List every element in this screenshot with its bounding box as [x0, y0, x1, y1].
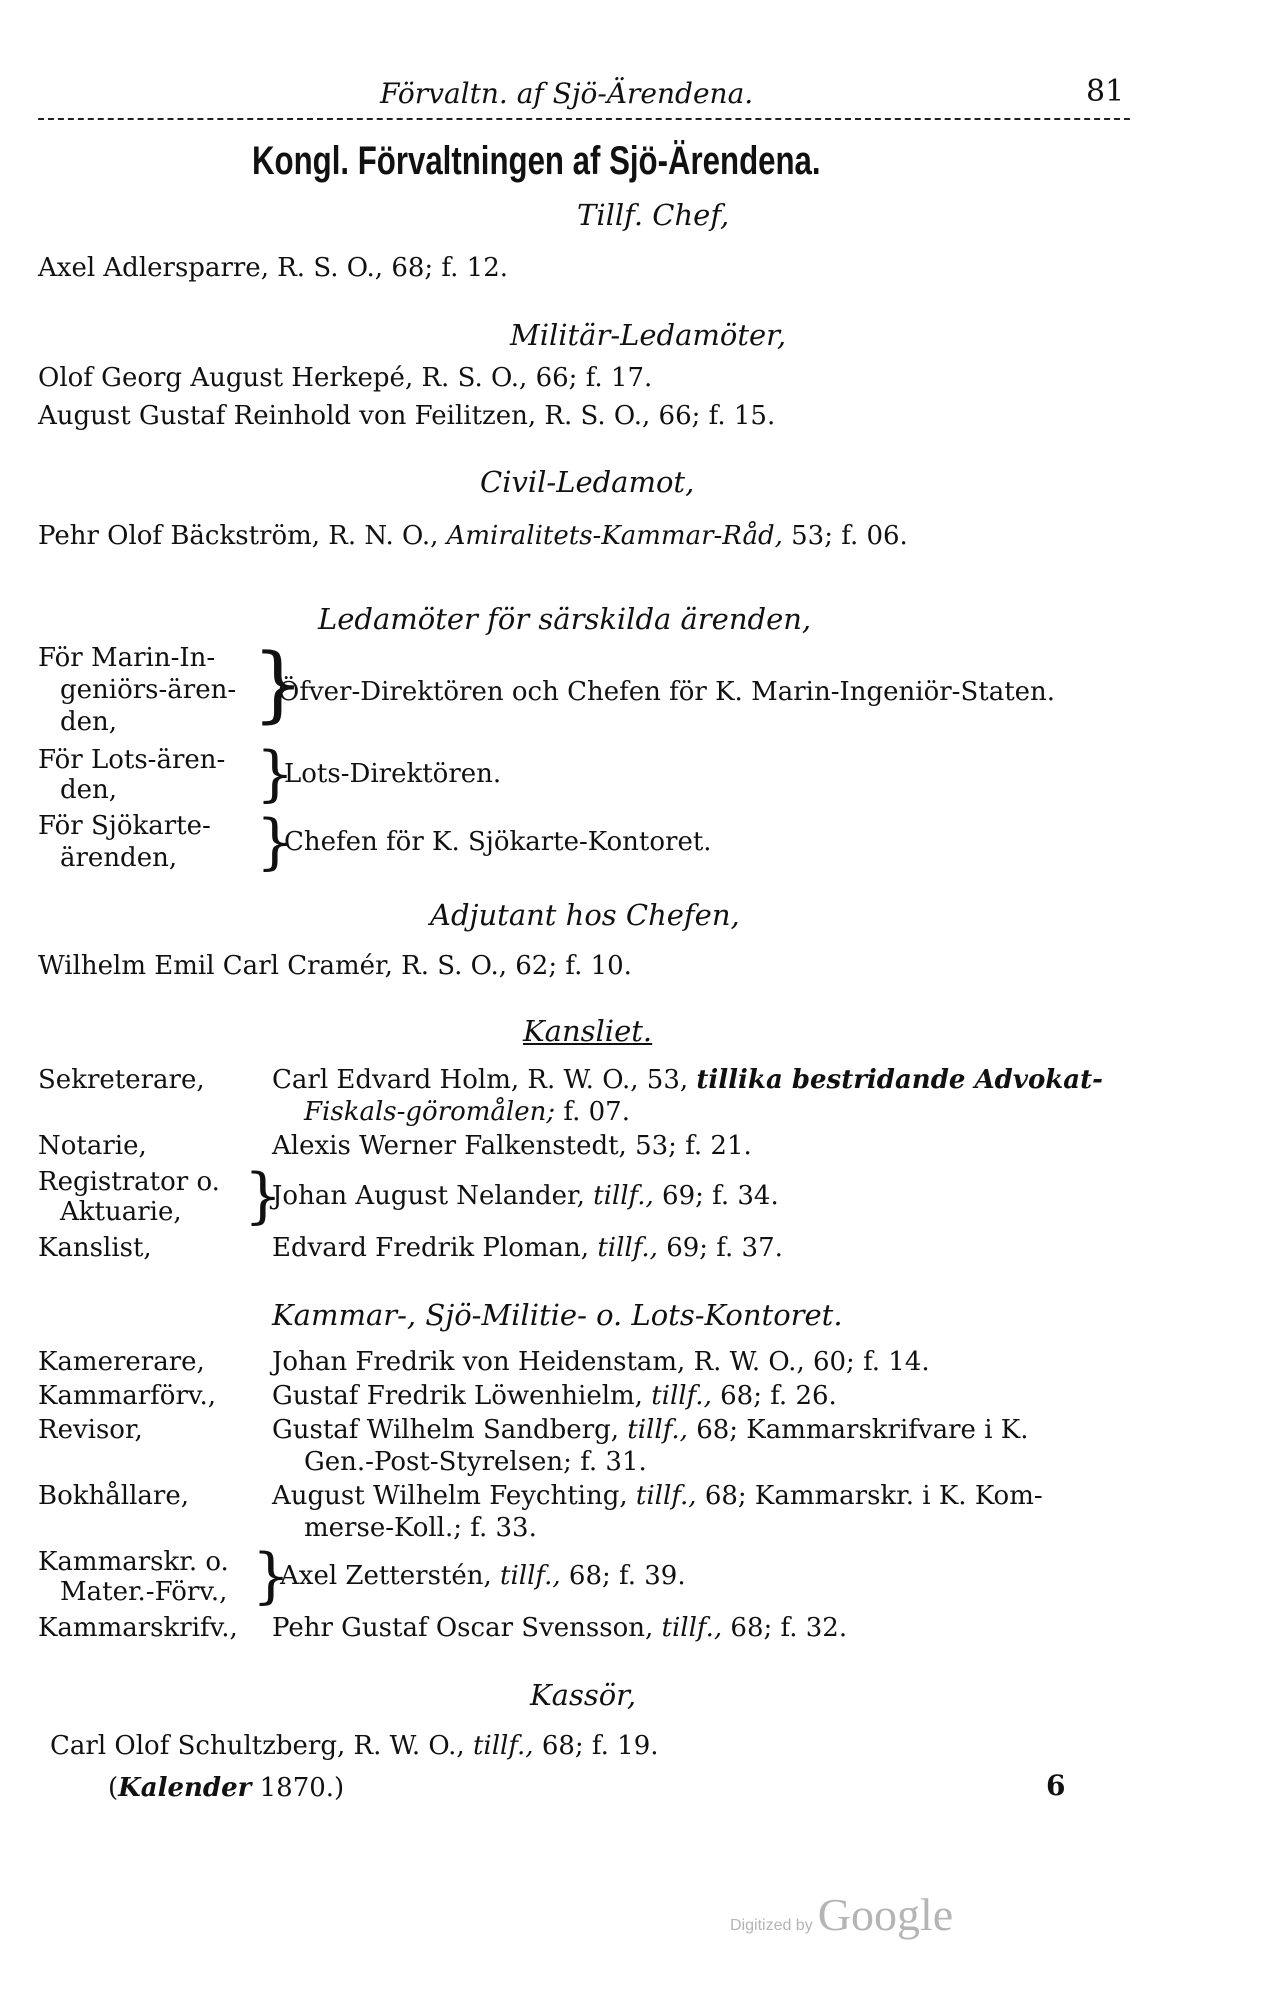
digitized-text: Digitized by	[730, 1917, 813, 1934]
kammar-role-3: Revisor,	[38, 1415, 143, 1445]
civil-name: Pehr Olof Bäckström, R. N. O.,	[38, 521, 439, 551]
sarskilda-label-2b: den,	[60, 775, 118, 805]
brace-4: }	[244, 1161, 283, 1231]
kammar-entry-1: Johan Fredrik von Heidenstam, R. W. O., 60; f. 14.	[272, 1347, 930, 1377]
kammar-role-4: Bokhållare,	[38, 1481, 189, 1511]
kansliet-entry-2: Alexis Werner Falkenstedt, 53; f. 21.	[272, 1131, 752, 1161]
kansliet-heading: Kansliet.	[523, 1014, 653, 1048]
militar-heading: Militär-Ledamöter,	[510, 318, 787, 352]
kassor-tillf: tillf.,	[472, 1731, 534, 1761]
kammar-post-6: 68; f. 32.	[730, 1613, 848, 1643]
chef-heading: Tillf. Chef,	[577, 198, 730, 232]
brace-1: }	[252, 637, 305, 732]
kammar-name-4: August Wilhelm Feychting,	[272, 1481, 628, 1511]
page-number: 81	[1086, 74, 1125, 109]
kammar-entry-4	[272, 1480, 1043, 1512]
kassor-name: Carl Olof Schultzberg, R. W. O.,	[50, 1731, 465, 1761]
kammar-role-1: Kamererare,	[38, 1347, 205, 1377]
kammar-entry-3	[272, 1414, 1028, 1446]
brace-3: }	[256, 807, 295, 877]
footer-kalender-word: Kalender	[118, 1773, 252, 1803]
google-logo: Google	[817, 1889, 954, 1940]
sarskilda-heading: Ledamöter för särskilda ärenden,	[318, 602, 812, 636]
kansliet-role-2: Notarie,	[38, 1131, 147, 1161]
kammar-name-3: Gustaf Wilhelm Sandberg,	[272, 1415, 620, 1445]
militar-entry-1: Olof Georg August Herkepé, R. S. O., 66; f. 17.	[38, 363, 653, 393]
kansliet-extra-1: tillika bestridande Advokat-	[696, 1065, 1103, 1095]
kansliet-tillf-3: tillf.,	[593, 1181, 654, 1211]
brace-2: }	[256, 739, 295, 809]
footer-year: 1870.)	[259, 1773, 345, 1803]
civil-heading: Civil-Ledamot,	[480, 465, 695, 499]
digitized-by-watermark	[730, 1888, 953, 1941]
kammar-tillf-6: tillf.,	[661, 1613, 723, 1643]
kammar-post-5: 68; f. 39.	[568, 1561, 686, 1591]
kansliet-role-3b: Aktuarie,	[60, 1197, 182, 1227]
adjutant-entry: Wilhelm Emil Carl Cramér, R. S. O., 62; f. 10.	[38, 951, 632, 981]
kassor-heading: Kassör,	[530, 1678, 637, 1712]
page-title: Kongl. Förvaltningen af Sjö-Ärendena.	[252, 139, 821, 183]
kansliet-role-4: Kanslist,	[38, 1233, 152, 1263]
kammar-name-6: Pehr Gustaf Oscar Svensson,	[272, 1613, 654, 1643]
kassor-post: 68; f. 19.	[541, 1731, 659, 1761]
running-title: Förvaltn. af Sjö-Ärendena.	[380, 77, 754, 110]
militar-entry-2: August Gustaf Reinhold von Feilitzen, R. S. O., 66; f. 15.	[38, 401, 776, 431]
kassor-entry	[50, 1730, 659, 1762]
kammar-entry-2	[272, 1380, 837, 1412]
sarskilda-value-1: Öfver-Direktören och Chefen för K. Marin-Ingeniör-Staten.	[278, 677, 1056, 707]
kammar-role-6: Kammarskrifv.,	[38, 1613, 238, 1643]
kansliet-name-4: Edvard Fredrik Ploman,	[272, 1233, 590, 1263]
civil-entry	[38, 520, 908, 552]
kammar-role-2: Kammarförv.,	[38, 1381, 217, 1411]
kammar-tillf-4: tillf.,	[635, 1481, 697, 1511]
kansliet-role-3a: Registrator o.	[38, 1167, 220, 1197]
kammar-post-2: 68; f. 26.	[720, 1381, 837, 1411]
kammar-entry-5	[280, 1560, 686, 1592]
adjutant-heading: Adjutant hos Chefen,	[430, 898, 740, 932]
kansliet-name-3: Johan August Nelander,	[272, 1181, 585, 1211]
signature-mark: 6	[1046, 1769, 1066, 1802]
kammar-cont-4: merse-Koll.; f. 33.	[304, 1513, 537, 1543]
kammar-role-5b: Mater.-Förv.,	[60, 1577, 228, 1607]
kammar-name-2: Gustaf Fredrik Löwenhielm,	[272, 1381, 643, 1411]
kammar-tillf-2: tillf.,	[651, 1381, 712, 1411]
header-rule	[38, 118, 1130, 120]
kansliet-cont-italic-1: Fiskals-göromålen;	[304, 1097, 556, 1127]
kansliet-entry-3	[272, 1180, 779, 1212]
sarskilda-label-3b: ärenden,	[60, 843, 178, 873]
kammar-post-4: 68; Kammarskr. i K. Kom-	[704, 1481, 1043, 1511]
civil-title: Amiralitets-Kammar-Råd,	[446, 521, 783, 551]
footer-open-paren: (	[108, 1773, 119, 1803]
sarskilda-value-2: Lots-Direktören.	[284, 759, 502, 789]
sarskilda-label-2a: För Lots-ären-	[38, 745, 226, 775]
civil-post: 53; f. 06.	[791, 521, 908, 551]
footer-kalender	[108, 1772, 344, 1804]
kammar-role-5a: Kammarskr. o.	[38, 1547, 229, 1577]
sarskilda-label-1c: den,	[60, 707, 118, 737]
sarskilda-label-1b: geniörs-ären-	[60, 675, 237, 705]
kansliet-post-4: 69; f. 37.	[666, 1233, 783, 1263]
sarskilda-label-3a: För Sjökarte-	[38, 811, 211, 841]
kansliet-post-3: 69; f. 34.	[662, 1181, 779, 1211]
sarskilda-value-3: Chefen för K. Sjökarte-Kontoret.	[284, 827, 712, 857]
kammar-cont-3: Gen.-Post-Styrelsen; f. 31.	[304, 1447, 647, 1477]
kammar-name-5: Axel Zetterstén,	[280, 1561, 492, 1591]
kansliet-name-1: Carl Edvard Holm, R. W. O., 53,	[272, 1065, 689, 1095]
kansliet-tillf-4: tillf.,	[597, 1233, 658, 1263]
kammar-tillf-3: tillf.,	[627, 1415, 688, 1445]
brace-5: }	[252, 1541, 291, 1611]
kansliet-entry-4	[272, 1232, 783, 1264]
kammar-heading: Kammar-, Sjö-Militie- o. Lots-Kontoret.	[272, 1298, 843, 1332]
kammar-entry-6	[272, 1612, 847, 1644]
kansliet-role-1: Sekreterare,	[38, 1065, 205, 1095]
kammar-post-3: 68; Kammarskrifvare i K.	[696, 1415, 1029, 1445]
chef-entry: Axel Adlersparre, R. S. O., 68; f. 12.	[38, 253, 509, 283]
kammar-tillf-5: tillf.,	[500, 1561, 561, 1591]
kansliet-entry-1	[272, 1064, 1103, 1096]
kansliet-cont-1	[304, 1096, 630, 1128]
kansliet-cont-plain-1: f. 07.	[563, 1097, 630, 1127]
sarskilda-label-1a: För Marin-In-	[38, 643, 216, 673]
